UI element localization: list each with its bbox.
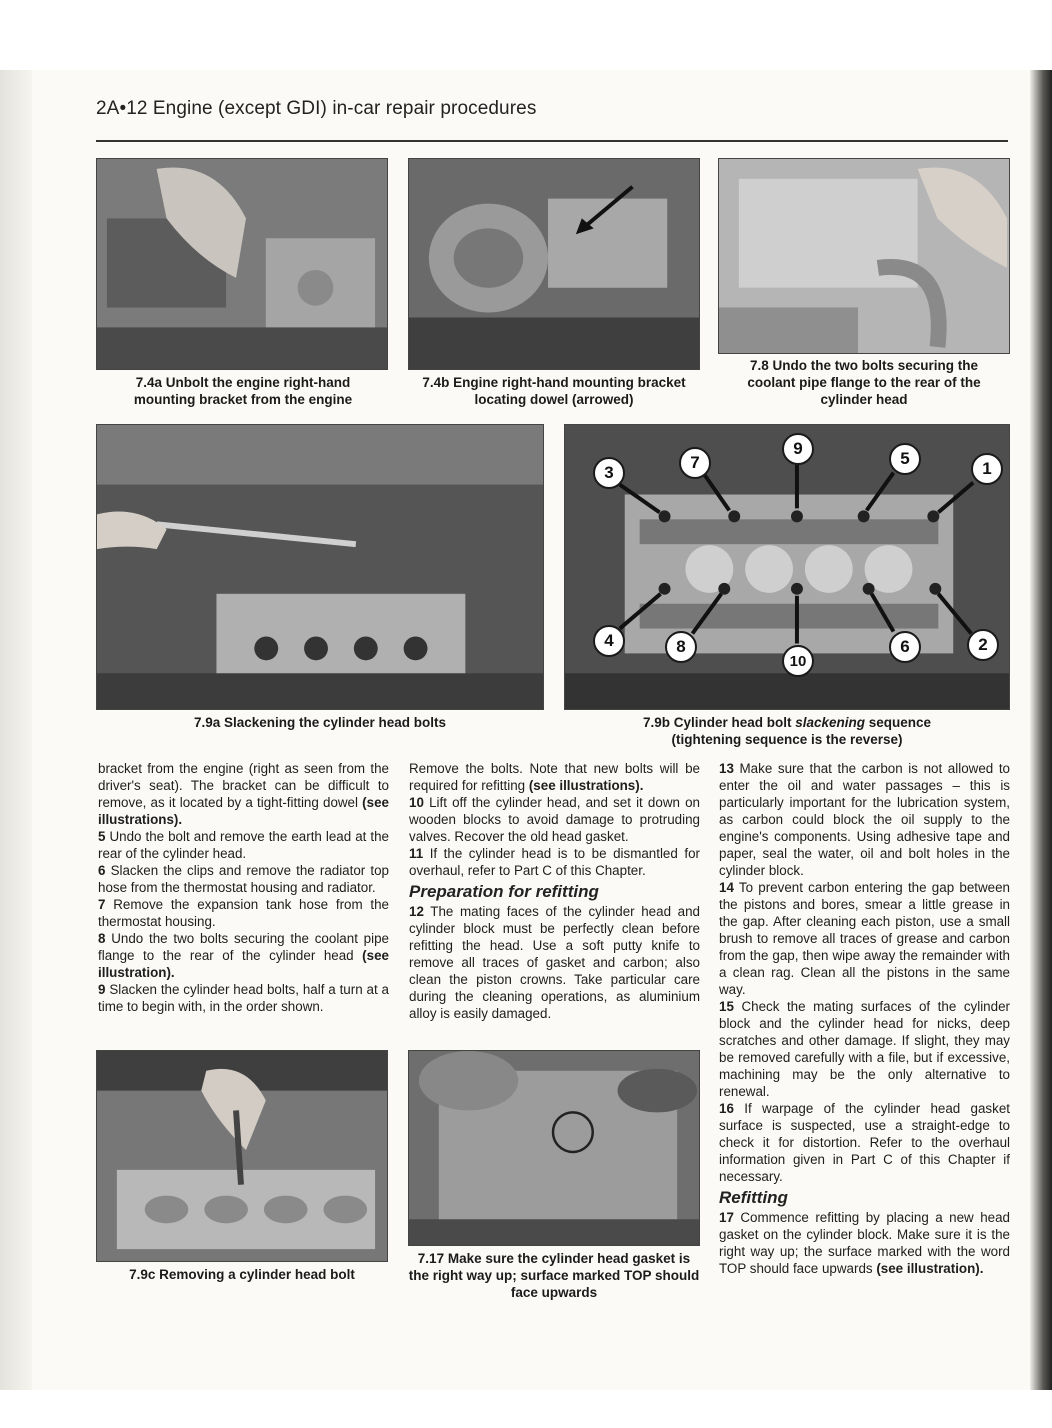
photo-7-9a xyxy=(96,424,544,710)
paragraph-8: 8 Undo the two bolts securing the coolant pipe flange to the rear of the cylinder head (see illustration). xyxy=(98,931,389,980)
paragraph-11: 11 If the cylinder head is to be dismantled for overhaul, refer to Part C of this Chapter. xyxy=(409,846,700,878)
paragraph-15: 15 Check the mating surfaces of the cylinder block and the cylinder head for nicks, deep scratches and other damage. If slight, they may be removed carefully with a file, but if excessive, machining may be the only alternative to renewal. xyxy=(719,999,1010,1099)
paragraph-12: 12 The mating faces of the cylinder head and cylinder block must be perfectly clean before refitting the head. Use a soft putty knife to remove all traces of gasket and carbon; also clean the piston crowns. Take particular care during the cleaning operations, as aluminium alloy is easily damaged. xyxy=(409,904,700,1021)
bolt-sequence-badge: 2 xyxy=(967,629,999,661)
paragraph-10: 10 Lift off the cylinder head, and set it down on wooden blocks to avoid damage to protruding valves. Recover the old head gasket. xyxy=(409,795,700,844)
paragraph-13: 13 Make sure that the carbon is not allowed to enter the oil and water passages – this is particularly important for the lubrication system, as carbon could block the oil supply to the engine's components. Using adhesive tape and paper, seal the water, oil and bolt holes in the cylinder block. xyxy=(719,761,1010,878)
bolt-sequence-badge: 4 xyxy=(593,625,625,657)
caption-7-9b xyxy=(584,714,990,748)
bolt-sequence-badge: 7 xyxy=(679,447,711,479)
photo-7-17 xyxy=(408,1050,700,1246)
caption-7-9b-line2: (tightening sequence is the reverse) xyxy=(671,732,903,747)
paragraph-9: 9 Slacken the cylinder head bolts, half a turn at a time to begin with, in the order shown. xyxy=(98,982,389,1014)
bolt-sequence-badge: 6 xyxy=(889,631,921,663)
photo-7-9c xyxy=(96,1050,388,1262)
caption-7-9b-suffix: sequence xyxy=(865,715,932,730)
paragraph-remove-bolts: Remove the bolts. Note that new bolts will be required for refitting (see illustrations). xyxy=(409,761,700,793)
header-rule xyxy=(96,140,1008,142)
page-bottom-margin xyxy=(0,1390,1052,1428)
bolt-sequence-badge: 1 xyxy=(971,453,1003,485)
caption-7-4b: 7.4b Engine right-hand mounting bracket locating dowel (arrowed) xyxy=(422,375,686,407)
caption-7-8: 7.8 Undo the two bolts securing the coolant pipe flange to the rear of the cylinder head xyxy=(747,358,981,407)
text-column-3 xyxy=(719,760,1010,1277)
page-edge-shadow xyxy=(1030,70,1052,1390)
photo-7-9b xyxy=(564,424,1010,710)
paragraph-17: 17 Commence refitting by placing a new head gasket on the cylinder block. Make sure it is the right way up; the surface marked with the word TOP should face upwards (see illustration). xyxy=(719,1210,1010,1276)
caption-7-9b-prefix: 7.9b Cylinder head bolt xyxy=(642,715,796,730)
paragraph-16: 16 If warpage of the cylinder head gasket surface is suspected, use a straight-edge to check it for distortion. Refer to the overhaul information given in Part C of this Chapter if necessary. xyxy=(719,1101,1010,1184)
caption-7-9c: 7.9c Removing a cylinder head bolt xyxy=(129,1267,355,1282)
page-top-margin xyxy=(0,0,1052,70)
bolt-sequence-badge: 8 xyxy=(665,631,697,663)
photo-7-4a xyxy=(96,158,388,370)
book-spine-shadow xyxy=(0,70,32,1390)
paragraph-7: 7 Remove the expansion tank hose from the thermostat housing. xyxy=(98,897,389,929)
bolt-sequence-badge: 3 xyxy=(593,457,625,489)
bolt-sequence-badge: 5 xyxy=(889,443,921,475)
heading-preparation-for-refitting: Preparation for refitting xyxy=(409,882,599,901)
paragraph-14: 14 To prevent carbon entering the gap between the pistons and bores, smear a little grease in the gap. After cleaning each piston, use a small brush to remove all traces of grease and carbon from the gap, then wipe away the remainder with a clean rag. Clean all the pistons in the same way. xyxy=(719,880,1011,997)
bolt-sequence-badge: 9 xyxy=(782,433,814,465)
text-column-1 xyxy=(98,760,389,1015)
text-column-2 xyxy=(409,760,700,1022)
heading-refitting: Refitting xyxy=(719,1188,788,1207)
caption-7-17: 7.17 Make sure the cylinder head gasket is the right way up; surface marked TOP should face upwards xyxy=(408,1251,700,1300)
photo-7-8 xyxy=(718,158,1010,354)
page-header-title: 2A•12 Engine (except GDI) in-car repair procedures xyxy=(96,98,537,119)
bolt-sequence-badge: 10 xyxy=(782,645,814,677)
caption-7-9a: 7.9a Slackening the cylinder head bolts xyxy=(193,715,447,730)
paragraph-5: 5 Undo the bolt and remove the earth lead at the rear of the cylinder head. xyxy=(98,829,389,861)
caption-7-4a: 7.4a Unbolt the engine right-hand mounting bracket from the engine xyxy=(133,375,353,407)
paragraph-6: 6 Slacken the clips and remove the radiator top hose from the thermostat housing and radiator. xyxy=(98,863,389,895)
paragraph-continued: bracket from the engine (right as seen from the driver's seat). The bracket can be difficult to remove, as it located by a tight-fitting dowel (see illustrations). xyxy=(98,761,389,827)
caption-7-9b-italic: slackening xyxy=(795,715,866,730)
photo-7-4b xyxy=(408,158,700,370)
